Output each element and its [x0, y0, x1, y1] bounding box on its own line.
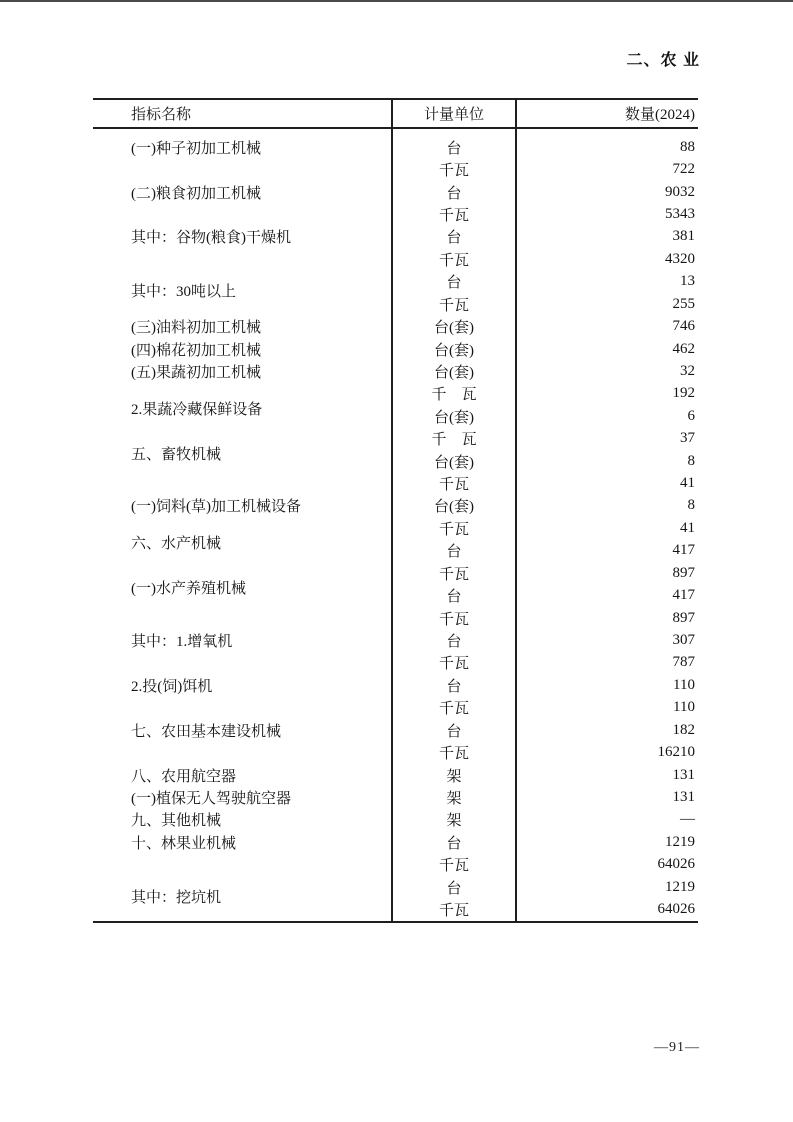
row-value: 5343: [665, 205, 695, 222]
row-unit: 千瓦: [438, 858, 469, 875]
row-indicator-label: (三)油料初加工机械: [131, 320, 261, 337]
row-unit: 千瓦: [438, 701, 469, 718]
section-header: 二、农 业: [626, 52, 700, 69]
table-row: [93, 181, 698, 203]
row-unit: 千瓦: [438, 566, 469, 583]
row-value: 41: [680, 519, 695, 536]
row-value: 13: [680, 273, 695, 290]
row-unit: 千瓦: [438, 163, 469, 180]
row-unit: 千瓦: [438, 656, 469, 673]
row-unit: 千瓦: [438, 903, 469, 920]
table-row: [93, 203, 698, 225]
table-row: [93, 472, 698, 494]
row-value: 8: [687, 452, 695, 469]
row-value: —: [680, 811, 695, 828]
row-unit: 千瓦: [438, 297, 469, 314]
row-unit: 千瓦: [438, 746, 469, 763]
table-row: [93, 401, 698, 427]
row-unit: 台: [446, 835, 462, 852]
row-indicator-label: 五、畜牧机械: [131, 446, 222, 463]
row-unit: 台(套): [434, 499, 474, 516]
row-value: 4320: [665, 250, 695, 267]
table-row: [93, 607, 698, 629]
table-row: [93, 338, 698, 360]
page-number: —91—: [654, 1040, 700, 1055]
row-value: 1219: [665, 833, 695, 850]
row-indicator-label: (二)粮食初加工机械: [131, 185, 261, 202]
table-row: [93, 629, 698, 651]
row-value: 307: [672, 631, 695, 648]
row-value: 32: [680, 362, 695, 379]
row-unit: 台: [446, 230, 462, 247]
row-value: 64026: [657, 901, 695, 918]
row-value: 192: [672, 385, 695, 402]
row-unit: 台: [446, 185, 462, 202]
row-unit: 台: [446, 633, 462, 650]
row-value: 462: [672, 340, 695, 357]
row-value: 41: [680, 475, 695, 492]
table-row: [93, 360, 698, 382]
row-unit: 千瓦: [438, 521, 469, 538]
row-indicator-label: 其中：谷物(粮食)干燥机: [131, 230, 291, 247]
row-unit: 架: [446, 790, 462, 807]
row-value: 255: [672, 295, 695, 312]
table-row: [93, 854, 698, 876]
row-value: 88: [680, 138, 695, 155]
table-row: [93, 674, 698, 696]
table-row: [93, 315, 698, 337]
row-unit: 台(套): [434, 320, 474, 337]
row-value: 417: [672, 542, 695, 559]
row-value: 787: [672, 654, 695, 671]
table-row: [93, 446, 698, 472]
row-value: 37: [680, 430, 695, 447]
row-unit: 台: [446, 723, 462, 740]
row-unit: 千 瓦: [431, 432, 477, 449]
row-indicator-label: (一)水产养殖机械: [131, 581, 246, 598]
row-indicator-label: 八、农用航空器: [131, 768, 237, 785]
table-row: [93, 764, 698, 786]
column-divider-2: [515, 100, 517, 921]
row-indicator-label: 2.果蔬冷藏保鲜设备: [131, 401, 263, 418]
row-unit: 千瓦: [438, 477, 469, 494]
row-value: 381: [672, 228, 695, 245]
row-indicator-label: (一)饲料(草)加工机械设备: [131, 499, 301, 516]
row-indicator-label: (一)种子初加工机械: [131, 140, 261, 157]
row-value: 722: [672, 161, 695, 178]
row-unit: 千瓦: [438, 252, 469, 269]
table-row: [93, 248, 698, 270]
row-indicator-label: 七、农田基本建设机械: [131, 723, 282, 740]
row-value: 131: [672, 788, 695, 805]
row-value: 131: [672, 766, 695, 783]
row-value: 1219: [665, 878, 695, 895]
table-row: [93, 158, 698, 180]
row-unit: 台: [446, 678, 462, 695]
table-row: [93, 652, 698, 674]
row-unit: 架: [446, 813, 462, 830]
table-row: [93, 271, 698, 301]
row-unit: 千 瓦: [431, 387, 477, 404]
row-value: 417: [672, 587, 695, 604]
row-unit: 台(套): [434, 409, 474, 426]
table-row: [93, 876, 698, 906]
row-value: 6: [687, 407, 695, 424]
row-indicator-label: 六、水产机械: [131, 536, 222, 553]
table-row: [93, 719, 698, 741]
row-unit: 台(套): [434, 364, 474, 381]
column-header-quantity: 数量(2024): [625, 107, 695, 123]
table-row: [93, 536, 698, 562]
row-indicator-label: 其中：挖坑机: [131, 889, 222, 906]
row-unit: 千瓦: [438, 611, 469, 628]
row-unit: 台(套): [434, 454, 474, 471]
table-header-row: [93, 100, 698, 129]
row-unit: 台: [446, 275, 462, 292]
statistics-table: [93, 98, 698, 923]
row-value: 110: [673, 699, 695, 716]
table-body: [93, 129, 698, 921]
table-row: [93, 495, 698, 517]
row-unit: 台(套): [434, 342, 474, 359]
row-unit: 台: [446, 589, 462, 606]
row-indicator-label: (一)植保无人驾驶航空器: [131, 790, 291, 807]
row-unit: 架: [446, 768, 462, 785]
row-value: 8: [687, 497, 695, 514]
row-unit: 台: [446, 140, 462, 157]
row-value: 9032: [665, 183, 695, 200]
row-value: 182: [672, 721, 695, 738]
row-indicator-label: 十、林果业机械: [131, 835, 237, 852]
row-indicator-label: 九、其他机械: [131, 813, 222, 830]
row-indicator-label: (五)果蔬初加工机械: [131, 364, 261, 381]
row-value: 746: [672, 318, 695, 335]
column-header-indicator: 指标名称: [131, 107, 192, 123]
row-value: 897: [672, 609, 695, 626]
table-row: [93, 786, 698, 808]
row-indicator-label: 其中：30吨以上: [131, 284, 237, 301]
row-value: 16210: [657, 744, 695, 761]
table-row: [93, 226, 698, 248]
table-row: [93, 136, 698, 158]
row-unit: 台: [446, 880, 462, 897]
row-value: 110: [673, 676, 695, 693]
table-row: [93, 697, 698, 719]
page-top-edge-line: [0, 0, 793, 2]
row-indicator-label: (四)棉花初加工机械: [131, 342, 261, 359]
column-header-unit: 计量单位: [423, 107, 484, 123]
row-indicator-label: 其中：1.增氧机: [131, 633, 233, 650]
row-value: 897: [672, 564, 695, 581]
table-row: [93, 831, 698, 853]
column-divider-1: [391, 100, 393, 921]
table-row: [93, 809, 698, 831]
row-unit: 台: [446, 544, 462, 561]
row-unit: 千瓦: [438, 207, 469, 224]
row-value: 64026: [657, 856, 695, 873]
table-row: [93, 581, 698, 606]
table-row: [93, 741, 698, 763]
row-indicator-label: 2.投(饲)饵机: [131, 678, 213, 695]
